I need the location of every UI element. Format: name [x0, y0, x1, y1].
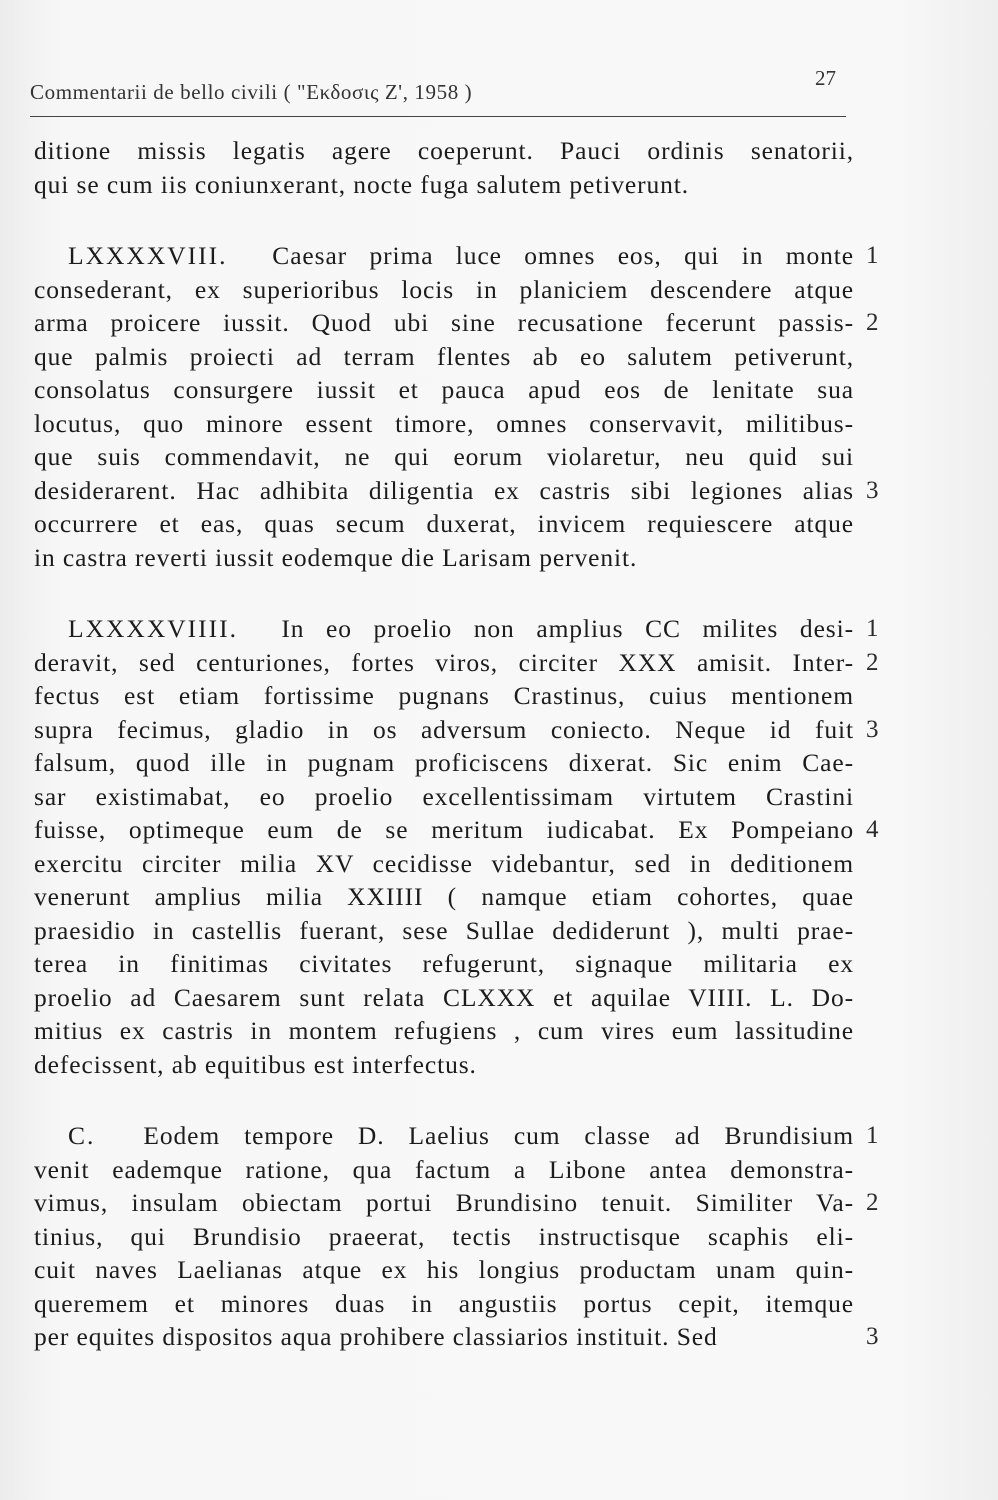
- section-margin-number: 2: [866, 309, 880, 336]
- text-line: [34, 239, 880, 273]
- text-line: [34, 373, 854, 407]
- line-text: cuit naves Laelianas atque ex his longius productam unam quin-: [34, 1255, 854, 1284]
- line-text: consolatus consurgere iussit et pauca apud eos de lenitate sua: [34, 375, 854, 404]
- text-line: [34, 306, 880, 340]
- text-line: [34, 679, 854, 713]
- line-text: defecissent, ab equitibus est interfectus.: [34, 1049, 477, 1079]
- line-text: falsum, quod ille in pugnam proficiscens dixerat. Sic enim Cae-: [34, 748, 854, 777]
- section-margin-number: 2: [866, 1189, 880, 1216]
- line-text: Caesar prima luce omnes eos, qui in monte: [272, 241, 854, 270]
- chapter-paragraph: [34, 239, 880, 574]
- line-text: arma proicere iussit. Quod ubi sine recusatione fecerunt passis-: [34, 308, 854, 337]
- text-line: [34, 612, 880, 646]
- section-margin-number: 3: [866, 1323, 880, 1350]
- section-margin-number: 4: [866, 816, 880, 843]
- section-margin-number: 3: [866, 715, 880, 743]
- chapter-paragraph: [34, 1119, 880, 1354]
- text-line: [34, 1253, 854, 1287]
- line-text: proelio ad Caesarem sunt relata CLXXX et aquilae VIIII. L. Do-: [34, 982, 854, 1012]
- section-margin-number: 2: [866, 648, 880, 676]
- chapter-number: LXXXXVIII.: [68, 241, 228, 270]
- line-text: sar existimabat, eo proelio excellentissimam virtutem Crastini: [34, 781, 854, 811]
- running-title: Commentarii de bello civili ( "Εκδοσις Ζ', 1958 ): [30, 80, 473, 104]
- text-line: [34, 981, 854, 1015]
- text-line: [34, 168, 854, 202]
- line-text: venerunt amplius milia XXIIII ( namque etiam cohortes, quae: [34, 882, 854, 911]
- line-text: mitius ex castris in montem refugiens , cum vires eum lassitudine: [34, 1016, 854, 1045]
- text-line: [34, 713, 880, 747]
- text-line: [34, 340, 854, 374]
- text-line: [34, 813, 880, 847]
- line-text: queremem et minores duas in angustiis portus cepit, itemque: [34, 1288, 854, 1318]
- text-line: [34, 507, 854, 541]
- line-text: vimus, insulam obiectam portui Brundisino tenuit. Similiter Va-: [34, 1188, 854, 1217]
- text-line: [34, 914, 854, 948]
- text-line: [34, 134, 854, 168]
- line-text: terea in finitimas civitates refugerunt, signaque militaria ex: [34, 949, 854, 978]
- text-line: [34, 746, 854, 780]
- text-line: [34, 947, 854, 981]
- text-line: [34, 440, 854, 474]
- line-text: que suis commendavit, ne qui eorum violaretur, neu quid sui: [34, 442, 854, 471]
- text-line: [34, 780, 854, 814]
- line-text: occurrere et eas, quas secum duxerat, invicem requiescere atque: [34, 509, 854, 538]
- text-line: [34, 273, 854, 307]
- chapter-paragraph: [34, 612, 880, 1081]
- text-line: [34, 1014, 854, 1048]
- line-text: fectus est etiam fortissime pugnans Crastinus, cuius mentionem: [34, 681, 854, 710]
- line-text: In eo proelio non amplius CC milites desi-: [281, 614, 854, 643]
- section-margin-number: 1: [866, 242, 880, 269]
- text-line: [34, 1287, 854, 1321]
- text-line: [34, 541, 854, 575]
- line-text: Eodem tempore D. Laelius cum classe ad Brundisium: [143, 1121, 854, 1150]
- page-header: [30, 66, 846, 116]
- text-line: [34, 407, 854, 441]
- text-line: [34, 474, 880, 508]
- header-rule: [30, 116, 846, 117]
- page-number: 27: [815, 66, 836, 90]
- line-text: locutus, quo minore essent timore, omnes conservavit, militibus-: [34, 408, 854, 438]
- line-text: exercitu circiter milia XV cecidisse videbantur, sed in deditionem: [34, 848, 854, 878]
- line-text: supra fecimus, gladio in os adversum coniecto. Neque id fuit: [34, 714, 854, 744]
- line-text: praesidio in castellis fuerant, sese Sullae dediderunt ), multi prae-: [34, 915, 854, 945]
- line-text: consederant, ex superioribus locis in planiciem descendere atque: [34, 274, 854, 304]
- section-margin-number: 3: [866, 476, 880, 504]
- continuation-paragraph: [34, 134, 854, 201]
- line-text: ditione missis legatis agere coeperunt. Pauci ordinis senatorii,: [34, 136, 854, 165]
- chapter-number: LXXXXVIIII.: [68, 614, 238, 643]
- section-margin-number: 1: [866, 615, 880, 642]
- text-line: [34, 880, 854, 914]
- text-line: [34, 646, 880, 680]
- text-line: [34, 1048, 854, 1082]
- line-text: desiderarent. Hac adhibita diligentia ex castris sibi legiones alias: [34, 475, 854, 505]
- line-text: per equites dispositos aqua prohibere classiarios instituit. Sed: [34, 1322, 718, 1351]
- section-margin-number: 1: [866, 1122, 880, 1149]
- line-text: que palmis proiecti ad terram flentes ab eo salutem petiverunt,: [34, 341, 854, 371]
- text-line: [34, 1186, 880, 1220]
- text-line: [34, 847, 854, 881]
- text-line: [34, 1153, 854, 1187]
- text-line: [34, 1320, 880, 1354]
- line-text: in castra reverti iussit eodemque die Larisam pervenit.: [34, 542, 638, 572]
- line-text: venit eademque ratione, qua factum a Libone antea demonstra-: [34, 1154, 854, 1184]
- text-line: [34, 1220, 854, 1254]
- line-text: qui se cum iis coniunxerant, nocte fuga salutem petiverunt.: [34, 169, 690, 199]
- line-text: fuisse, optimeque eum de se meritum iudicabat. Ex Pompeiano: [34, 815, 854, 844]
- text-line: [34, 1119, 880, 1153]
- line-text: deravit, sed centuriones, fortes viros, circiter XXX amisit. Inter-: [34, 647, 854, 677]
- body-text: [34, 134, 880, 1392]
- chapter-number: C.: [68, 1121, 96, 1150]
- line-text: tinius, qui Brundisio praeerat, tectis instructisque scaphis eli-: [34, 1221, 854, 1251]
